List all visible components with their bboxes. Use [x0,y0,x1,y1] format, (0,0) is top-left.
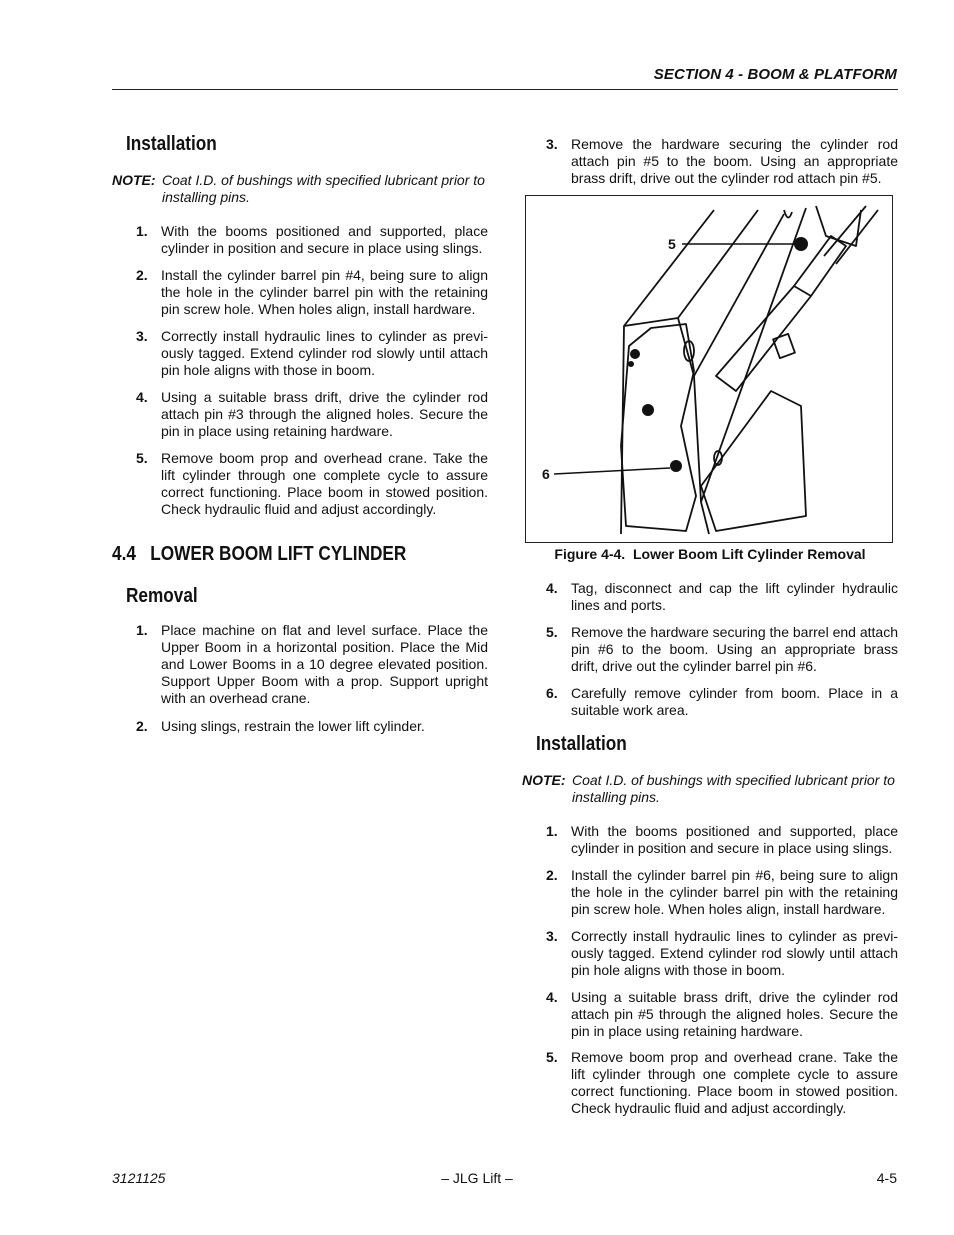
step-line: Remove the hardware securing the barrel end attach [571,624,898,640]
step-text [571,989,898,1040]
step-text [571,928,898,979]
step-line: drift, drive out the cylinder barrel pin #6. [571,658,817,674]
step-line: pin hole aligns with those in boom. [571,962,786,978]
note-line: installing pins. [572,789,660,805]
step-number: 2. [136,267,148,283]
step-number: 5. [546,1049,558,1065]
section-heading: 4.4 LOWER BOOM LIFT CYLINDER [112,543,407,565]
step-line: cylinder in position and secure in place using slings. [571,840,893,856]
section-title: SECTION 4 - BOOM & PLATFORM [653,66,897,83]
step-number: 6. [546,685,558,701]
step-number: 4. [546,989,558,1005]
step-line: Check hydraulic fluid and adjust accordingly. [571,1100,847,1116]
header-rule [112,89,898,90]
callout-6: 6 [542,466,550,482]
step-line: Remove the hardware securing the cylinder rod [571,136,898,152]
step-text [571,1049,898,1117]
step-text [571,867,898,918]
step-number: 2. [546,867,558,883]
step-line: attach pin #5 through the aligned holes. Secure the [571,1006,898,1022]
step-number: 4. [546,580,558,596]
step-number: 5. [136,450,148,466]
step-text [161,622,488,707]
step-text [571,685,898,719]
step-text [161,389,488,440]
step-number: 1. [136,223,148,239]
step-line: lift cylinder through one complete cycle to assure [161,467,488,483]
note-text [572,772,898,806]
step-number: 3. [136,328,148,344]
step-text [161,450,488,518]
step-number: 1. [136,622,148,638]
note-line: Coat I.D. of bushings with specified lubricant prior to [572,772,895,788]
step-text [571,823,898,857]
step-line: Install the cylinder barrel pin #4, being sure to align [161,267,488,283]
cylinder-illustration [526,196,892,542]
step-line: lines and ports. [571,597,666,613]
step-number: 4. [136,389,148,405]
step-line: pin in place using retaining hardware. [571,1023,803,1039]
step-line: Correctly install hydraulic lines to cylinder as previ- [161,328,488,344]
step-line: attach pin #3 through the aligned holes. Secure the [161,406,488,422]
step-line: Tag, disconnect and cap the lift cylinder hydraulic [571,580,898,596]
page-number: 4-5 [876,1170,897,1186]
figure-caption: Figure 4-4. Lower Boom Lift Cylinder Removal [554,546,866,562]
step-line: Remove boom prop and overhead crane. Take the [571,1049,898,1065]
step-line: lift cylinder through one complete cycle to assure [571,1066,898,1082]
step-text [571,580,898,614]
removal-heading: Removal [126,585,198,607]
step-line: the hole in the cylinder barrel pin with the retaining [571,884,898,900]
step-line: pin #6 to the boom. Using an appropriate brass [571,641,898,657]
step-line: Using a suitable brass drift, drive the cylinder rod [571,989,898,1005]
step-number: 3. [546,928,558,944]
step-number: 1. [546,823,558,839]
doc-number: 3121125 [112,1170,166,1186]
step-number: 5. [546,624,558,640]
step-text [571,136,898,187]
footer-brand: – JLG Lift – [441,1170,513,1186]
step-line: cylinder in position and secure in place using slings. [161,240,483,256]
step-line: pin screw hole. When holes align, install hardware. [161,301,476,317]
step-line: Upper Boom in a horizontal position. Place the Mid [161,639,488,655]
callout-5: 5 [668,236,676,252]
step-line: and Lower Booms in a 10 degree elevated position. [161,656,488,672]
note-label: NOTE: [112,172,156,188]
step-line: Remove boom prop and overhead crane. Take the [161,450,488,466]
installation-heading: Installation [536,733,627,755]
step-line: correct functioning. Place boom in stowed position. [571,1083,898,1099]
step-line: suitable work area. [571,702,689,718]
step-line: attach pin #5 to the boom. Using an appropriate [571,153,898,169]
step-line: brass drift, drive out the cylinder rod attach pin #5. [571,170,882,186]
step-line: Check hydraulic fluid and adjust accordingly. [161,501,437,517]
step-text [161,328,488,379]
note-text [162,172,490,206]
step-line: Carefully remove cylinder from boom. Place in a [571,685,898,701]
step-line: pin in place using retaining hardware. [161,423,393,439]
step-line: Support Upper Boom with a prop. Support upright [161,673,488,689]
step-line: Install the cylinder barrel pin #6, being sure to align [571,867,898,883]
step-line: ously tagged. Extend cylinder rod slowly until attach [161,345,488,361]
step-line: correct functioning. Place boom in stowed position. [161,484,488,500]
step-line: ously tagged. Extend cylinder rod slowly until attach [571,945,898,961]
installation-heading: Installation [126,133,217,155]
step-line: Using slings, restrain the lower lift cylinder. [161,718,425,734]
step-line: pin hole aligns with those in boom. [161,362,376,378]
step-number: 3. [546,136,558,152]
note-line: installing pins. [162,189,250,205]
step-text [161,223,488,257]
step-line: With the booms positioned and supported, place [161,223,488,239]
step-line: Correctly install hydraulic lines to cylinder as previ- [571,928,898,944]
step-line: With the booms positioned and supported, place [571,823,898,839]
figure-lower-boom-cylinder [525,195,893,543]
step-text [161,267,488,318]
step-line: Using a suitable brass drift, drive the cylinder rod [161,389,488,405]
note-label: NOTE: [522,772,566,788]
step-text [161,718,488,735]
step-text [571,624,898,675]
note-line: Coat I.D. of bushings with specified lubricant prior to [162,172,485,188]
step-line: Place machine on flat and level surface. Place the [161,622,488,638]
step-line: pin screw hole. When holes align, install hardware. [571,901,886,917]
step-line: the hole in the cylinder barrel pin with the retaining [161,284,488,300]
step-line: with an overhead crane. [161,690,311,706]
step-number: 2. [136,718,148,734]
